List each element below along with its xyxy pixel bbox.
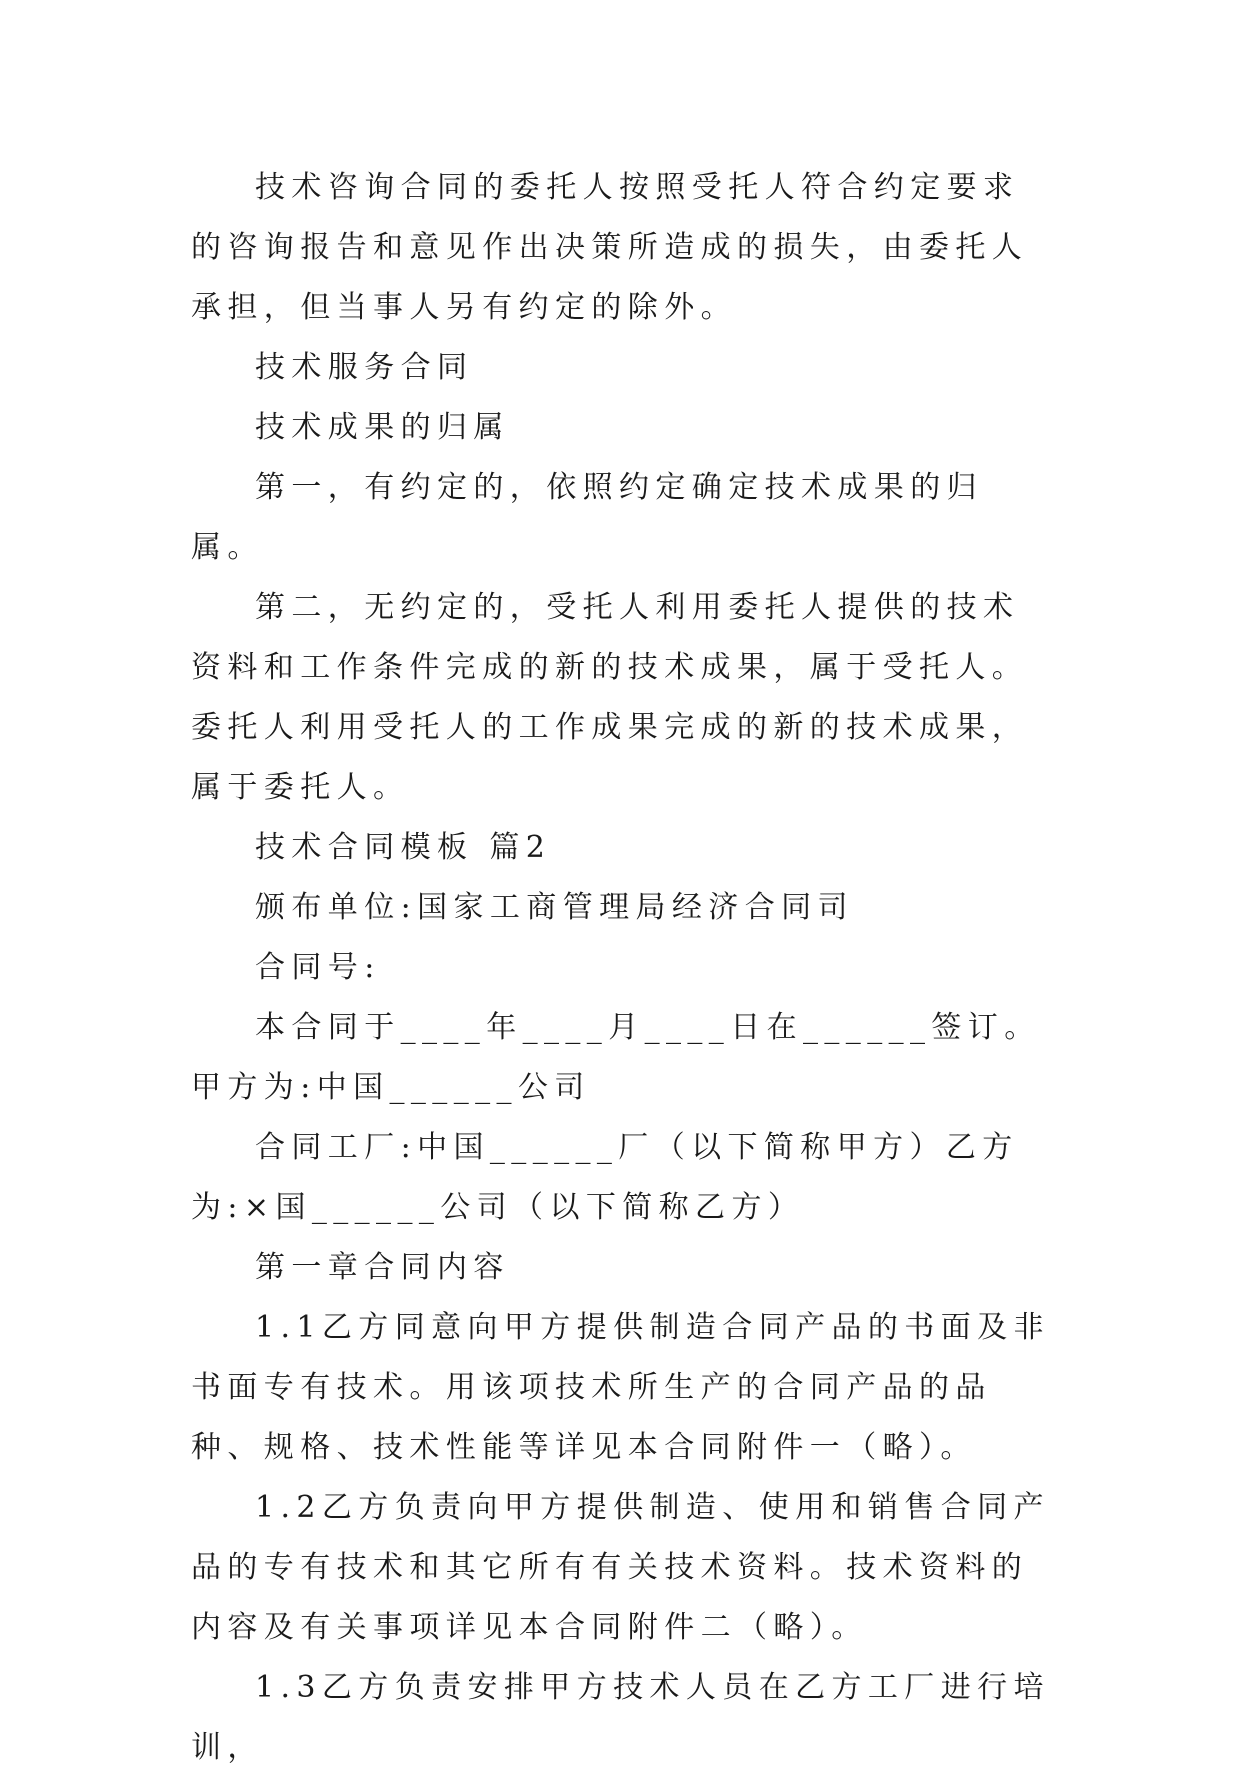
heading-ownership-of-results: 技术成果的归属	[255, 410, 510, 445]
paragraph-first-agreed: 第一，有约定的，依照约定确定技术成果的归属。	[191, 470, 983, 565]
clause-1-1: 1.1乙方同意向甲方提供制造合同产品的书面及非书面专有技术。用该项技术所生产的合同产品的品种、规格、技术性能等详见本合同附件一（略）。	[191, 1310, 1050, 1465]
heading-technical-service-contract: 技术服务合同	[255, 350, 474, 385]
heading-chapter-one: 第一章合同内容	[255, 1250, 510, 1285]
paragraph-signing-date-party-a: 本合同于____年____月____日在______签订。甲方为:中国______公司	[191, 1010, 1041, 1105]
paragraph-issuing-authority: 颁布单位:国家工商管理局经济合同司	[255, 890, 854, 925]
paragraph-second-not-agreed: 第二，无约定的，受托人利用委托人提供的技术资料和工作条件完成的新的技术成果，属于受托人。委托人利用受托人的工作成果完成的新的技术成果，属于委托人。	[191, 590, 1029, 805]
clause-1-3: 1.3乙方负责安排甲方技术人员在乙方工厂进行培训，	[191, 1670, 1050, 1765]
heading-template-part-2: 技术合同模板 篇2	[255, 830, 552, 865]
clause-1-2: 1.2乙方负责向甲方提供制造、使用和销售合同产品的专有技术和其它所有有关技术资料。技术资料的内容及有关事项详见本合同附件二（略）。	[191, 1490, 1050, 1645]
paragraph-contract-number: 合同号:	[255, 950, 381, 985]
paragraph-factory-party-b: 合同工厂:中国______厂（以下简称甲方）乙方为:×国______公司（以下简称乙方）	[191, 1130, 1019, 1225]
paragraph-consulting-liability: 技术咨询合同的委托人按照受托人符合约定要求的咨询报告和意见作出决策所造成的损失，由委托人承担，但当事人另有约定的除外。	[191, 170, 1029, 325]
document-body	[191, 158, 1051, 1778]
